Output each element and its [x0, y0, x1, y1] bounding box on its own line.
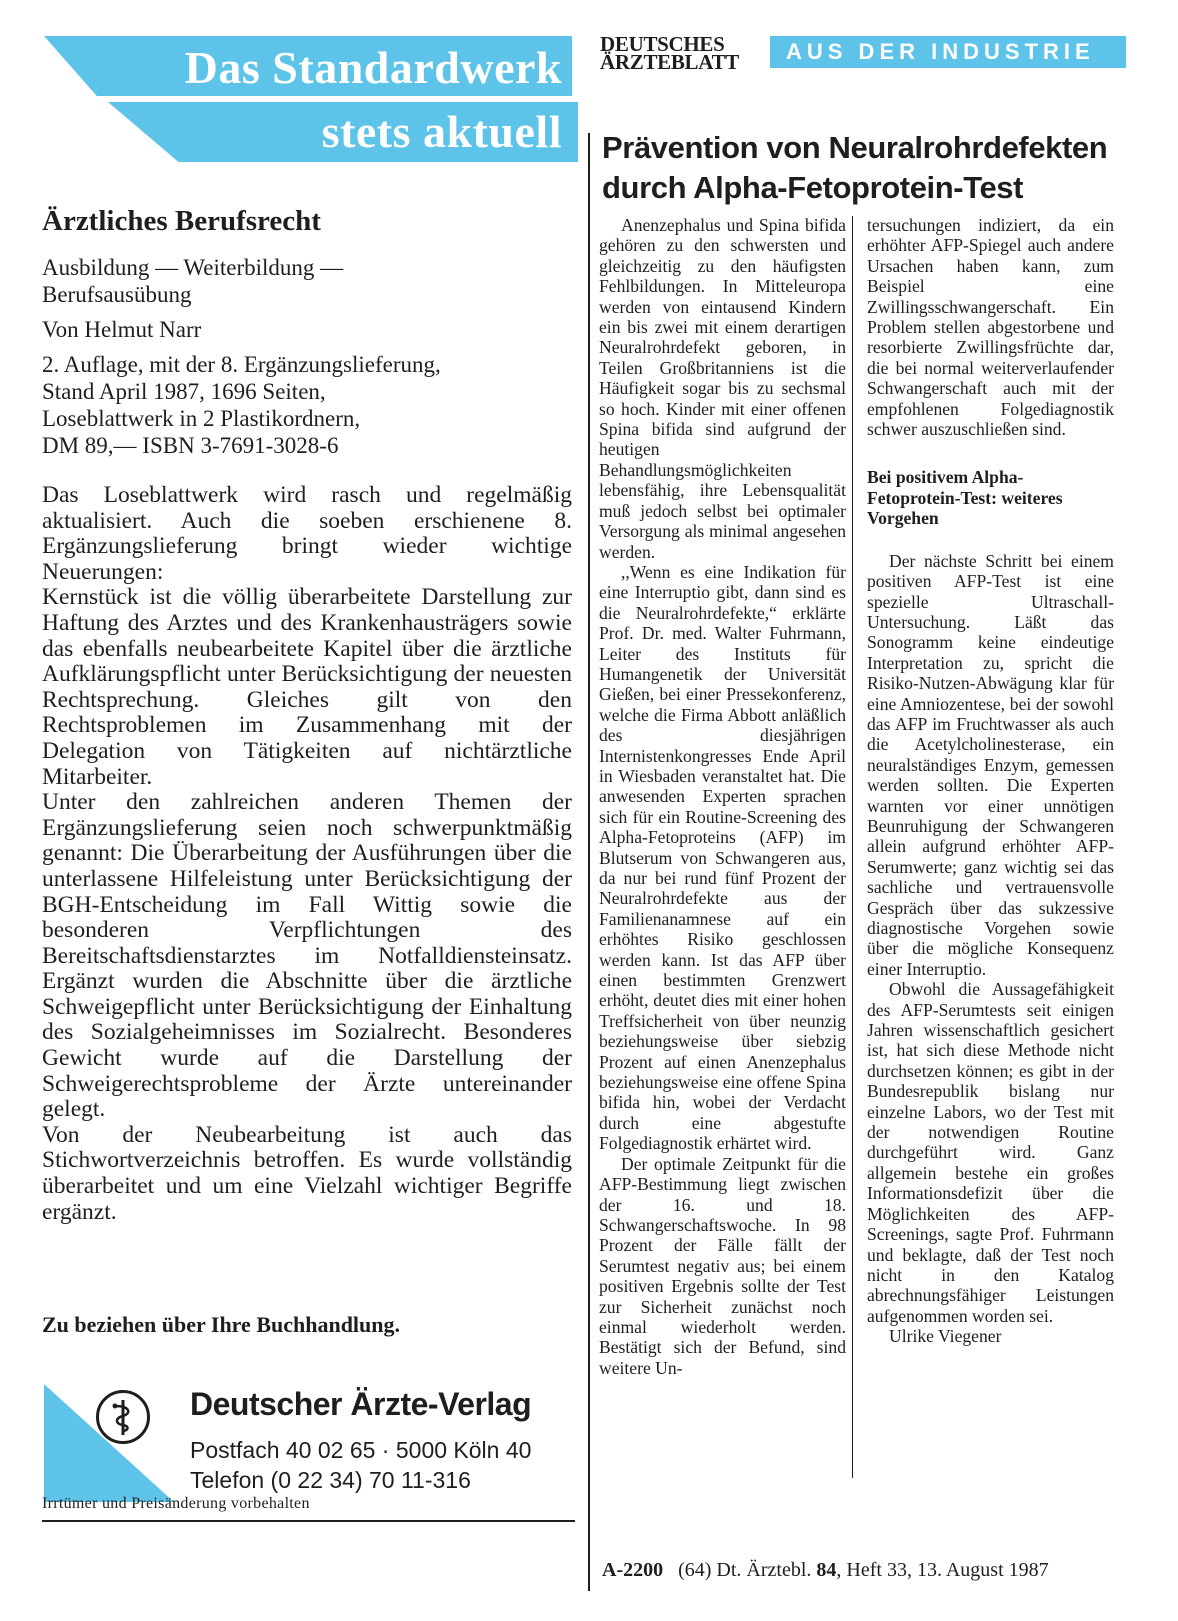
order-note: Zu beziehen über Ihre Buchhandlung.: [42, 1312, 401, 1337]
description-paragraph: Kernstück ist die völlig überarbeitete Darstellung zur Haftung des Arztes und des Krankenhausträgers sowie das ebenfalls neubearbeitete Kapitel über die ärztliche Aufklärungspflicht unter Berücksichtigung der neuesten Rechtsprechung. Gleiches gilt von den Rechtsproblemen im Zusammenhang mit der Delegation von Tätigkeiten auf nichtärztliche Mitarbeiter.: [42, 584, 572, 790]
article-paragraph: Der nächste Schritt bei einem positiven AFP-Test ist eine spezielle Ultraschall-Untersuchung. Läßt das Sonogramm keine eindeutige Interpretation zu, spricht die Risiko-Nutzen-Abwägung klar für eine Amniozentese, bei der sowohl das AFP im Fruchtwasser als auch die Acetylcholinesterase, ein neuralständiges Enzym, gemessen werden sollten. Die Experten warnten vor einer unnötigen Beunruhigung der Schwangeren allein aufgrund erhöhter AFP-Serumwerte; ganz wichtig sei das sachliche und vertrauensvolle Gespräch über das sukzessive diagnostische Vorgehen sowie über die mögliche Konsequenz einer Interruptio.: [867, 550, 1114, 979]
book-title: Ärztliches Berufsrecht: [42, 205, 321, 237]
article-column-1: [599, 215, 846, 1378]
book-edition-4: DM 89,— ISBN 3-7691-3028-6: [42, 433, 339, 458]
article-author: Ulrike Viegener: [889, 1326, 1002, 1347]
banner-headline-1: Das Standardwerk: [184, 42, 562, 93]
book-description: [42, 483, 572, 1225]
description-paragraph: Das Loseblattwerk wird rasch und regelmäßig aktualisiert. Auch die soeben erschienene 8. Ergänzungslieferung bringt wieder wichtige Neuerungen:: [42, 482, 572, 585]
publisher-address: Postfach 40 02 65 · 5000 Köln 40: [190, 1437, 532, 1463]
book-edition-1: 2. Auflage, mit der 8. Ergänzungslieferung,: [42, 352, 441, 377]
publisher-phone: Telefon (0 22 34) 70 11-316: [190, 1467, 471, 1493]
column-divider: [852, 216, 853, 1478]
article-subheading: Bei positivem Alpha-Fetoprotein-Test: weiteres Vorgehen: [867, 467, 1063, 529]
title-line-1: Prävention von Neuralrohrdefekten: [602, 130, 1108, 165]
book-details: [42, 254, 441, 459]
article-paragraph: ,,Wenn es eine Indikation für eine Interruptio gibt, dann sind es die Neuralrohrdefekte,“ erklärte Prof. Dr. med. Walter Fuhrmann, Leiter des Instituts für Humangenetik der Universität Gießen, bei einer Pressekonferenz, welche die Firma Abbott anläßlich des diesjährigen Internistenkongresses Ende April in Wiesbaden veranstaltet hat. Die anwesenden Experten sprachen sich für ein Routine-Screening des Alpha-Fetoproteins (AFP) im Blutserum von Schwangeren aus, da nur bei rund fünf Prozent der Neuralrohrdefekte aus der Familienanamnese auf ein erhöhtes Risiko geschlossen werden kann. Ist das AFP über einen bestimmten Grenzwert erhöht, deutet dies mit einer hohen Treffsicherheit von über neunzig beziehungsweise über siebzig Prozent auf einen Anenzephalus beziehungsweise eine offene Spina bifida hin, wobei der Verdacht durch eine abgestufte Folgediagnostik erhärtet wird.: [599, 561, 846, 1154]
article-paragraph: Anenzephalus und Spina bifida gehören zu den schwersten und gleichzeitig zu den häufigsten Fehlbildungen. In Mitteleuropa werden von eintausend Kindern ein bis zwei mit einem derartigen Neuralrohrdefekt geboren, in Teilen Großbritanniens ist die Häufigkeit sogar bis zu sechsmal so hoch. Kinder mit einer offenen Spina bifida sind aufgrund der heutigen Behandlungsmöglichkeiten lebensfähig, ihre Lebensqualität muß jedoch selbst bei optimaler Versorgung als minimal angesehen werden.: [599, 215, 846, 562]
description-paragraph: Von der Neubearbeitung ist auch das Stichwortverzeichnis betroffen. Es wurde vollständig überarbeitet und um eine Vielzahl wichtiger Begriffe ergänzt.: [42, 1121, 572, 1225]
page-number: A-2200: [602, 1559, 664, 1581]
disclaimer: Irrtümer und Preisänderung vorbehalten: [42, 1495, 310, 1512]
article-paragraph: Obwohl die Aussagefähigkeit des AFP-Serumtests seit einigen Jahren wissenschaftlich gesichert ist, hat sich diese Methode nicht durchsetzen können; es gibt in der Bundesrepublik bislang nur einzelne Labors, wo der Test mit der notwendigen Routine durchgeführt wird. Ganz allgemein bestehe ein großes Informationsdefizit über die Möglichkeiten des AFP-Screenings, sagte Prof. Fuhrmann und beklagte, daß der Test noch nicht in den Katalog abrechnungsfähiger Leistungen aufgenommen worden sei.: [867, 979, 1114, 1326]
book-edition-2: Stand April 1987, 1696 Seiten,: [42, 379, 326, 404]
masthead: [600, 32, 739, 74]
book-edition-3: Loseblattwerk in 2 Plastikordnern,: [42, 406, 361, 431]
article-rule: [588, 133, 590, 1591]
masthead-line-2: ÄRZTEBLATT: [600, 50, 739, 74]
citation-volume: 84: [816, 1559, 837, 1581]
page-footer: [602, 1559, 1049, 1582]
book-subtitle-1: Ausbildung — Weiterbildung —: [42, 255, 344, 280]
description-paragraph: Unter den zahlreichen anderen Themen der Ergänzungslieferung seien noch schwerpunktmäßig genannt: Die Überarbeitung der Ausführungen über die unterlassene Hilfeleistung unter Berücksichtigung der BGH-Entscheidung im Fall Wittig sowie die besonderen Verpflichtungen des Bereitschaftsdienstarztes im Notfalldiensteinsatz. Ergänzt wurden die Abschnitte über die ärztliche Schweigepflicht unter Berücksichtigung der Einhaltung des Sozialgeheimnisses im Sozialrecht. Besonderes Gewicht wurde auf die Darstellung der Schweigerechtsprobleme der Ärzte untereinander gelegt.: [42, 789, 572, 1123]
section-label: AUS DER INDUSTRIE: [770, 36, 1126, 68]
banner-headline-2: stets aktuell: [321, 106, 562, 157]
citation-suffix: , Heft 33, 13. August 1987: [836, 1559, 1049, 1581]
aesculapius-logo-icon: [96, 1390, 150, 1444]
publisher-name: Deutscher Ärzte-Verlag: [190, 1386, 532, 1422]
article-paragraph: tersuchungen indiziert, da ein erhöhter AFP-Spiegel auch andere Ursachen haben kann, zum Beispiel eine Zwillingsschwangerschaft. Ein Problem stellen abgestorbene und resorbierte Zwillingsfrüchte dar, die bei normal weiterverlaufender Schwangerschaft auch mit der empfohlenen Folgediagnostik schwer auszuschließen sind.: [867, 215, 1114, 440]
masthead-line-1: DEUTSCHES: [600, 32, 725, 56]
citation-prefix: (64) Dt. Ärztebl.: [678, 1559, 812, 1581]
article-paragraph: Der optimale Zeitpunkt für die AFP-Bestimmung liegt zwischen der 16. und 18. Schwangerschaftswoche. In 98 Prozent der Fälle fällt der Serumtest negativ aus; bei einem positiven Ergebnis sollte der Test zur Sicherheit zunächst noch einmal wiederholt werden. Bestätigt sich der Befund, sind weitere Un-: [599, 1153, 846, 1378]
book-subtitle-2: Berufsausübung: [42, 282, 192, 307]
book-author: Von Helmut Narr: [42, 317, 202, 342]
title-line-2: durch Alpha-Fetoprotein-Test: [602, 170, 1024, 205]
article-title: [602, 128, 1107, 208]
publisher-contact: [190, 1435, 531, 1495]
article-column-2: [867, 215, 1114, 1347]
footer-rule: [42, 1520, 575, 1522]
